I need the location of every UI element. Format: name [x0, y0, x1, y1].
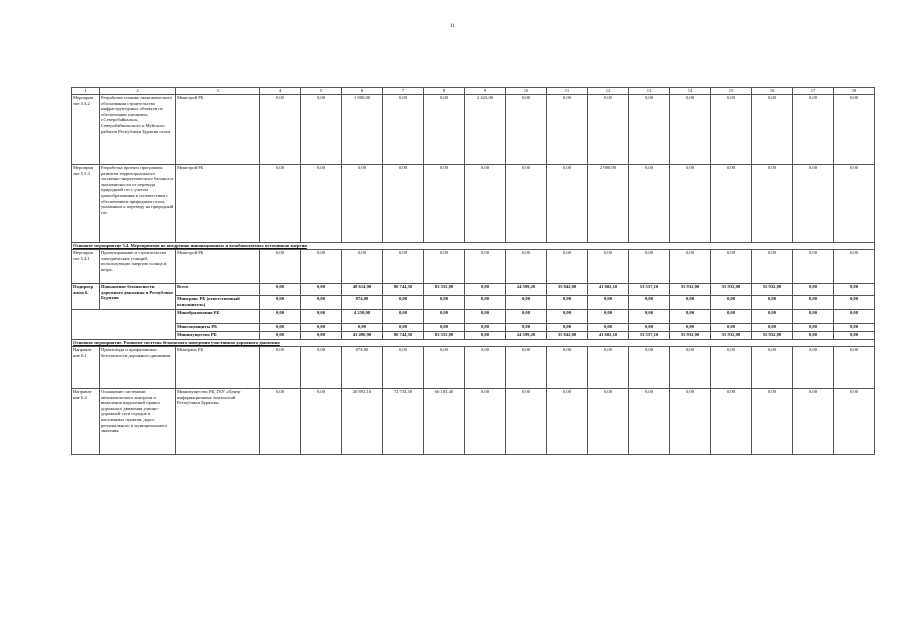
value-cell: 0,00 — [670, 95, 711, 165]
row-name: Разработка технико-экономического обоснования строительства инфраструктурных объектов по обеспечению питанием, г.Северобайкальск, Северобайкальского и Муйского районов Республики Бурятия газом — [100, 95, 176, 165]
value-cell: 0,00 — [301, 324, 342, 332]
column-number: 14 — [670, 88, 711, 95]
value-cell: 0,00 — [301, 347, 342, 389]
value-cell: 0,00 — [260, 165, 301, 243]
value-cell: 0,00 — [260, 332, 301, 340]
value-cell: 0,00 — [342, 165, 383, 243]
value-cell: 48 614,90 — [342, 284, 383, 296]
row-code: Направле ние 6.1 — [72, 347, 100, 389]
value-cell: 0,00 — [260, 310, 301, 324]
value-cell: 0,00 — [424, 324, 465, 332]
value-cell: 24 599,20 — [506, 332, 547, 340]
column-number: 12 — [588, 88, 629, 95]
value-cell: 0,00 — [711, 389, 752, 455]
table-row — [72, 95, 875, 165]
value-cell: 0,00 — [260, 250, 301, 284]
row-executor: Минстрой РБ — [176, 165, 260, 243]
column-number: 6 — [342, 88, 383, 95]
value-cell: 0,00 — [588, 296, 629, 310]
value-cell: 0,00 — [260, 347, 301, 389]
value-cell: 0,00 — [793, 95, 834, 165]
value-cell: 0,00 — [465, 296, 506, 310]
value-cell: 0,00 — [834, 95, 875, 165]
page-number: 11 — [450, 24, 455, 29]
empty-cell — [72, 310, 176, 340]
value-cell: 0,00 — [383, 95, 424, 165]
value-cell: 0,00 — [711, 324, 752, 332]
value-cell: 0,00 — [834, 296, 875, 310]
value-cell: 0,00 — [506, 165, 547, 243]
program-line-label: Минобразования РБ — [176, 310, 260, 324]
value-cell: 1 800,00 — [342, 95, 383, 165]
value-cell: 0,00 — [506, 324, 547, 332]
value-cell: 0,00 — [547, 95, 588, 165]
value-cell: 0,00 — [424, 347, 465, 389]
value-cell: 0,00 — [629, 296, 670, 310]
value-cell: 4 250,00 — [342, 310, 383, 324]
value-cell: 0,00 — [547, 165, 588, 243]
value-cell: 0,00 — [465, 347, 506, 389]
value-cell: 0,00 — [752, 389, 793, 455]
value-cell: 0,00 — [629, 95, 670, 165]
value-cell: 0,00 — [793, 310, 834, 324]
value-cell: 0,00 — [629, 389, 670, 455]
column-number: 1 — [72, 88, 100, 95]
value-cell: 0,00 — [383, 165, 424, 243]
row-name: Проектирование и строительство электрических станций, использующих энергию солнца и ветра. — [100, 250, 176, 284]
value-cell: 0,00 — [629, 347, 670, 389]
value-cell: 0,00 — [547, 250, 588, 284]
value-cell: 0,00 — [834, 165, 875, 243]
value-cell: 83 355,00 — [424, 332, 465, 340]
section-row — [72, 340, 875, 347]
value-cell: 0,00 — [752, 324, 793, 332]
value-cell: 0,00 — [260, 296, 301, 310]
value-cell: 0,00 — [711, 347, 752, 389]
value-cell: 86 744,50 — [383, 332, 424, 340]
value-cell: 0,00 — [793, 250, 834, 284]
value-cell: 0,00 — [547, 347, 588, 389]
value-cell: 0,00 — [752, 95, 793, 165]
value-cell: 72 734,50 — [383, 389, 424, 455]
value-cell: 86 744,50 — [383, 284, 424, 296]
value-cell: 55 932,00 — [670, 332, 711, 340]
column-number: 8 — [424, 88, 465, 95]
value-cell: 0,00 — [424, 165, 465, 243]
column-number: 9 — [465, 88, 506, 95]
value-cell: 0,00 — [383, 347, 424, 389]
program-row — [72, 310, 875, 324]
value-cell: 20 892,10 — [342, 389, 383, 455]
value-cell: 0,00 — [465, 165, 506, 243]
program-code: Подпрогр амма 6. — [72, 284, 100, 310]
value-cell: 0,00 — [588, 347, 629, 389]
value-cell: 0,00 — [834, 310, 875, 324]
value-cell: 0,00 — [424, 95, 465, 165]
program-row — [72, 284, 875, 296]
value-cell: 0,00 — [834, 324, 875, 332]
row-name: Оснащение системами автоматического контроля и выявления нарушений правил дорожного движения улично-дорожной сети городов и населенных пунктов, дорог регионального и муниципального значения — [100, 389, 176, 455]
value-cell: 0,00 — [506, 389, 547, 455]
value-cell: 0,00 — [465, 324, 506, 332]
value-cell: 0,00 — [752, 165, 793, 243]
value-cell: 0,00 — [301, 250, 342, 284]
program-row — [72, 324, 875, 332]
table-row — [72, 250, 875, 284]
value-cell: 0,00 — [752, 250, 793, 284]
value-cell: 874,00 — [342, 347, 383, 389]
value-cell: 41 602,10 — [588, 332, 629, 340]
value-cell: 41 602,10 — [588, 284, 629, 296]
value-cell: 0,00 — [301, 95, 342, 165]
row-code: Направле ние 6.2 — [72, 389, 100, 455]
value-cell: 0,00 — [465, 284, 506, 296]
value-cell: 55 932,00 — [752, 284, 793, 296]
value-cell: 0,00 — [383, 296, 424, 310]
value-cell: 0,00 — [711, 296, 752, 310]
header-row — [72, 88, 875, 95]
value-cell: 55 932,00 — [711, 332, 752, 340]
program-name: Повышение безопасности дорожного движения в Республике Бурятия — [100, 284, 176, 310]
value-cell: 0,00 — [506, 250, 547, 284]
value-cell: 24 599,20 — [506, 284, 547, 296]
value-cell: 0,00 — [793, 296, 834, 310]
value-cell: 0,00 — [629, 250, 670, 284]
value-cell: 0,00 — [260, 389, 301, 455]
value-cell: 0,00 — [629, 165, 670, 243]
value-cell: 0,00 — [670, 389, 711, 455]
row-executor: Минстрой РБ — [176, 95, 260, 165]
program-row — [72, 296, 875, 310]
value-cell: 0,00 — [301, 296, 342, 310]
value-cell: 0,00 — [424, 310, 465, 324]
value-cell: 0,00 — [260, 324, 301, 332]
value-cell: 0,00 — [383, 324, 424, 332]
value-cell: 0,00 — [670, 165, 711, 243]
value-cell: 83 355,00 — [424, 284, 465, 296]
value-cell: 0,00 — [793, 284, 834, 296]
value-cell: 0,00 — [301, 165, 342, 243]
value-cell: 0,00 — [588, 324, 629, 332]
program-line-label: Минимущество РБ — [176, 332, 260, 340]
value-cell: 2 900,00 — [588, 165, 629, 243]
value-cell: 0,00 — [834, 250, 875, 284]
section-title: Основное мероприятие 5.4. Мероприятия по внедрению инновационных и возобновляемых источников энергии — [72, 243, 875, 250]
value-cell: 0,00 — [670, 324, 711, 332]
value-cell: 0,00 — [588, 250, 629, 284]
value-cell: 0,00 — [301, 332, 342, 340]
value-cell: 55 932,00 — [670, 284, 711, 296]
column-number: 13 — [629, 88, 670, 95]
value-cell: 0,00 — [465, 332, 506, 340]
row-executor: Минстрой РБ — [176, 250, 260, 284]
value-cell: 0,00 — [793, 165, 834, 243]
value-cell: 0,00 — [670, 347, 711, 389]
value-cell: 0,00 — [711, 165, 752, 243]
row-executor: Минимущество РБ, ГБУ «Центр информационных технологий Республики Бурятия» — [176, 389, 260, 455]
value-cell: 0,00 — [506, 296, 547, 310]
value-cell: 53 557,10 — [629, 332, 670, 340]
value-cell: 0,00 — [752, 310, 793, 324]
value-cell: 0,00 — [793, 332, 834, 340]
value-cell: 35 842,00 — [547, 332, 588, 340]
value-cell: 0,00 — [711, 95, 752, 165]
value-cell: 0,00 — [752, 296, 793, 310]
value-cell: 0,00 — [424, 296, 465, 310]
row-code: Мероприя тие 5.4.1 — [72, 250, 100, 284]
value-cell: 0,00 — [383, 250, 424, 284]
value-cell: 0,00 — [834, 332, 875, 340]
value-cell: 0,00 — [711, 310, 752, 324]
value-cell: 0,00 — [670, 250, 711, 284]
column-number: 4 — [260, 88, 301, 95]
value-cell: 0,00 — [383, 310, 424, 324]
value-cell: 0,00 — [506, 310, 547, 324]
value-cell: 43 490,90 — [342, 332, 383, 340]
value-cell: 0,00 — [260, 284, 301, 296]
value-cell: 66 103,40 — [424, 389, 465, 455]
row-name: Пропаганда и профилактика безопасности дорожного движения — [100, 347, 176, 389]
value-cell: 0,00 — [547, 310, 588, 324]
value-cell: 0,00 — [793, 389, 834, 455]
value-cell: 0,00 — [629, 310, 670, 324]
row-executor: Минтранс РБ — [176, 347, 260, 389]
value-cell: 2 423,00 — [465, 95, 506, 165]
value-cell: 0,00 — [588, 95, 629, 165]
value-cell: 35 842,00 — [547, 284, 588, 296]
program-line-label: Минсоцзащиты РБ — [176, 324, 260, 332]
value-cell: 0,00 — [424, 250, 465, 284]
value-cell: 0,00 — [547, 324, 588, 332]
value-cell: 0,00 — [670, 296, 711, 310]
table-row — [72, 389, 875, 455]
value-cell: 0,00 — [547, 389, 588, 455]
value-cell: 0,00 — [260, 95, 301, 165]
value-cell: 0,00 — [752, 347, 793, 389]
column-number: 15 — [711, 88, 752, 95]
row-name: Разработка проекта программы развития территориального топливно-энергетического баланса и экономичности от перевода природный газ с учетом ценообразования в соответствии с обеспечением природным газом, указанным к переходу на природный газ — [100, 165, 176, 243]
value-cell: 0,00 — [342, 250, 383, 284]
value-cell: 55 932,00 — [752, 332, 793, 340]
column-number: 2 — [100, 88, 176, 95]
value-cell: 55 932,00 — [711, 284, 752, 296]
budget-table — [71, 87, 875, 455]
value-cell: 0,00 — [834, 389, 875, 455]
column-number: 11 — [547, 88, 588, 95]
value-cell: 0,00 — [506, 347, 547, 389]
column-number: 17 — [793, 88, 834, 95]
value-cell: 0,00 — [711, 250, 752, 284]
value-cell: 0,00 — [301, 310, 342, 324]
column-number: 10 — [506, 88, 547, 95]
value-cell: 0,00 — [588, 310, 629, 324]
program-line-label: Всего — [176, 284, 260, 296]
value-cell: 0,00 — [834, 284, 875, 296]
value-cell: 0,00 — [670, 310, 711, 324]
section-row — [72, 243, 875, 250]
program-line-label: Минтранс РБ (ответственный исполнитель) — [176, 296, 260, 310]
value-cell: 0,00 — [588, 389, 629, 455]
column-number: 3 — [176, 88, 260, 95]
column-number: 7 — [383, 88, 424, 95]
value-cell: 0,00 — [342, 324, 383, 332]
value-cell: 874,00 — [342, 296, 383, 310]
table-row — [72, 165, 875, 243]
value-cell: 0,00 — [465, 389, 506, 455]
row-code: Мероприя тие 5.3.3 — [72, 165, 100, 243]
section-title: Основное мероприятие. Развитие системы безопасного поведения участников дорожного движения — [72, 340, 875, 347]
row-code: Мероприя тие 5.3.2 — [72, 95, 100, 165]
value-cell: 0,00 — [465, 310, 506, 324]
value-cell: 53 557,10 — [629, 284, 670, 296]
column-number: 18 — [834, 88, 875, 95]
value-cell: 0,00 — [301, 389, 342, 455]
value-cell: 0,00 — [465, 250, 506, 284]
table-row — [72, 347, 875, 389]
value-cell: 0,00 — [547, 296, 588, 310]
value-cell: 0,00 — [834, 347, 875, 389]
value-cell: 0,00 — [629, 324, 670, 332]
program-row — [72, 332, 875, 340]
column-number: 16 — [752, 88, 793, 95]
value-cell: 0,00 — [506, 95, 547, 165]
value-cell: 0,00 — [301, 284, 342, 296]
value-cell: 0,00 — [793, 324, 834, 332]
value-cell: 0,00 — [793, 347, 834, 389]
column-number: 5 — [301, 88, 342, 95]
